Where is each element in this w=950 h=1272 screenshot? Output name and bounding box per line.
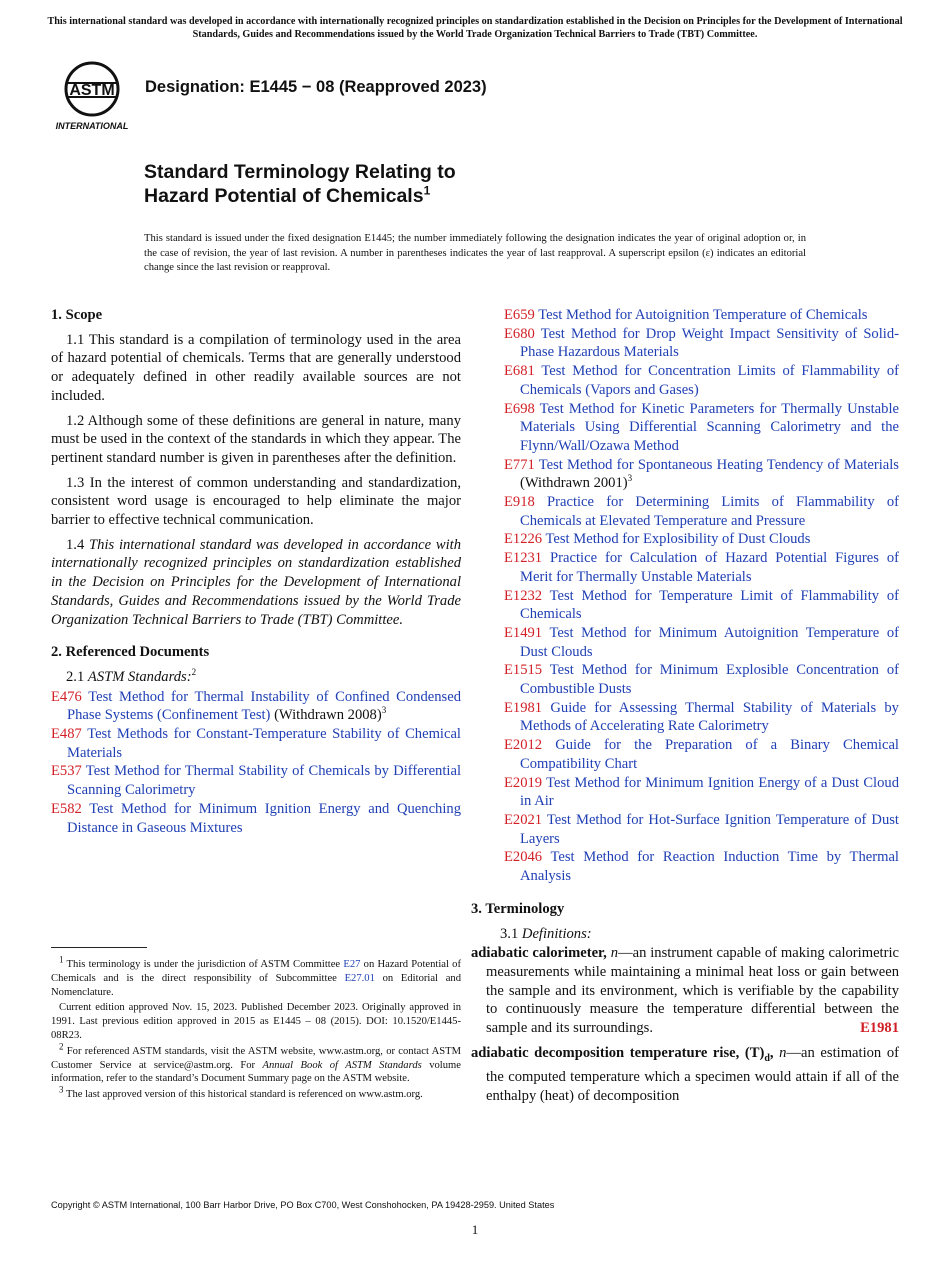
astm-logo-icon [52, 57, 136, 133]
reference-code-link[interactable]: E2046 [504, 849, 543, 866]
right-column [471, 306, 900, 1112]
reference-code-link[interactable]: E771 [504, 456, 535, 473]
reference-footnote-ref[interactable]: 3 [627, 473, 633, 484]
reference-item [489, 736, 899, 773]
reference-code-link[interactable]: E2012 [504, 737, 543, 754]
reference-title-link[interactable]: Test Method for Minimum Autoignition Temperature of Dust Clouds [520, 624, 900, 660]
definition-adiabatic-decomposition: adiabatic decomposition temperature rise, $(T)_d$, n—an estimation of the computed temperature which a specimen would attain if all of the enthalpy (heat) of decomposition [471, 1044, 899, 1105]
definition-source-link[interactable]: E1981 [860, 1020, 899, 1037]
definition-adiabatic-calorimeter: adiabatic calorimeter, n—an instrument capable of making calorimetric measurements while maintaining a minimal heat loss or gain between the sample and its environment, which is verifiable by the capability to continuously measure the temperature differential between the sample and its surroundings. E1981 [471, 945, 899, 1037]
reference-code-link[interactable]: E1491 [504, 624, 543, 641]
reference-code-link[interactable]: E2019 [504, 774, 543, 791]
reference-item [489, 624, 899, 661]
reference-title-link[interactable]: Test Methods for Constant-Temperature Stability of Chemical Materials [67, 726, 461, 761]
section-terminology-heading: 3. Terminology [471, 900, 565, 917]
reference-item [489, 493, 899, 530]
footnote-divider [51, 947, 147, 948]
reference-item [489, 400, 899, 456]
reference-code-link[interactable]: E698 [504, 400, 535, 417]
reference-title-link[interactable]: Test Method for Minimum Explosible Concentration of Combustible Dusts [520, 662, 899, 698]
reference-title-link[interactable]: Test Method for Explosibility of Dust Clouds [545, 531, 811, 548]
reference-title-link[interactable]: Practice for Determining Limits of Flammability of Chemicals at Elevated Temperature and Pressure [520, 494, 899, 529]
reference-title-link[interactable]: Test Method for Drop Weight Impact Sensitivity of Solid-Phase Hazardous Materials [520, 325, 899, 361]
footnote-1: $^1$ This terminology is under the jurisdiction of ASTM Committee E27 on Hazard Potential of Chemicals and is the direct responsibility of Subcommittee E27.01 on Editorial and Nomenclature. [51, 954, 461, 998]
reference-code-link[interactable]: E659 [504, 307, 535, 323]
reference-code-link[interactable]: E680 [504, 325, 535, 342]
reference-footnote-ref[interactable]: 3 [381, 705, 387, 716]
page-notice: This international standard was developed in accordance with internationally recognized principles on standardization established in the Decision on Principles for the Development of International Standards, Guides and Recommendations issued by the World Trade Organization Technical Barriers to Trade (TBT) Committee. [47, 16, 903, 40]
reference-code-link[interactable]: E487 [51, 726, 82, 743]
definitions-label: 3.1 Definitions: [500, 925, 592, 942]
reference-title-link[interactable]: Test Method for Concentration Limits of Flammability of Chemicals (Vapors and Gases) [520, 363, 899, 398]
svg-text:ASTM: ASTM [69, 82, 115, 99]
reference-item [489, 848, 899, 885]
reference-code-link[interactable]: E918 [504, 494, 535, 511]
footnote-3: $^3$ The last approved version of this historical standard is referenced on www.astm.org. [59, 1084, 423, 1101]
footnote-2: $^2$ For referenced ASTM standards, visit the ASTM website, www.astm.org, or contact ASTM Customer Service at service@astm.org. For Annual Book of ASTM Standards volume information, refer to the standard’s Document Summary page on the ASTM website. [51, 1041, 461, 1085]
reference-title-link[interactable]: Test Method for Spontaneous Heating Tendency of Materials [538, 456, 899, 473]
reference-code-link[interactable]: E2021 [504, 811, 543, 828]
reference-item [489, 774, 899, 811]
astm-standards-label: 2.1 ASTM Standards:$^2$ [66, 667, 197, 685]
reference-code-link[interactable]: E1232 [504, 587, 543, 604]
section-refdocs-heading: 2. Referenced Documents [51, 644, 210, 661]
issued-note: This standard is issued under the fixed designation E1445; the number immediately following the designation indicates the year of original adoption or, in the case of revision, the year of last revision. A number in parentheses indicates the year of last reapproval. A superscript epsilon (ε) indicates an editorial change since the last revision or reapproval. [144, 233, 806, 273]
scope-1-2: 1.2 Although some of these definitions are general in nature, many must be used in the context of the standards in which they appear. The pertinent standard number is given in parentheses after the definition. [51, 412, 461, 466]
subcommittee-link[interactable]: E27.01 [344, 972, 375, 984]
page-title [144, 160, 456, 208]
reference-code-link[interactable]: E1515 [504, 662, 543, 679]
reference-title-link[interactable]: Test Method for Thermal Instability of Confined Condensed Phase Systems (Confinement Test) [67, 688, 462, 724]
reference-code-link[interactable]: E537 [51, 763, 82, 780]
reference-title-link[interactable]: Test Method for Kinetic Parameters for Thermally Unstable Materials Using Differential Scanning Calorimetry and the Flynn/Wall/Ozawa Method [520, 400, 899, 454]
reference-code-link[interactable]: E681 [504, 363, 535, 380]
title-line-1: Standard Terminology Relating to [144, 161, 456, 183]
section-scope-heading: 1. Scope [51, 307, 103, 323]
reference-title-link[interactable]: Guide for Assessing Thermal Stability of Materials by Methods of Accelerating Rate Calorimetry [520, 699, 899, 735]
reference-title-link[interactable]: Test Method for Minimum Ignition Energy and Quenching Distance in Gaseous Mixtures [67, 800, 461, 836]
reference-item [51, 800, 461, 837]
reference-code-link[interactable]: E476 [51, 688, 82, 705]
reference-title-link[interactable]: Guide for the Preparation of a Binary Chemical Compatibility Chart [520, 737, 899, 772]
footnotes [51, 947, 461, 1104]
reference-item [489, 306, 899, 325]
reference-item [51, 688, 461, 725]
left-column [51, 306, 461, 837]
reference-item [489, 325, 899, 362]
reference-item [489, 456, 899, 493]
reference-title-link[interactable]: Test Method for Minimum Ignition Energy of a Dust Cloud in Air [520, 774, 899, 810]
reference-item [51, 762, 461, 799]
reference-title-link[interactable]: Test Method for Reaction Induction Time by Thermal Analysis [520, 849, 899, 885]
reference-item [489, 530, 899, 549]
reference-withdrawn-note: (Withdrawn 2001) [520, 475, 628, 492]
reference-code-link[interactable]: E1231 [504, 550, 543, 567]
page-number: 1 [471, 1222, 479, 1237]
reference-item [489, 549, 899, 586]
reference-code-link[interactable]: E1226 [504, 531, 543, 548]
reference-code-link[interactable]: E582 [51, 800, 82, 817]
logo-text: INTERNATIONAL [55, 121, 129, 131]
scope-1-1: 1.1 This standard is a compilation of terminology used in the area of hazard potential of chemicals. Terms that are generally understood or adequately defined in other readily available sources are not included. [51, 331, 461, 404]
reference-title-link[interactable]: Test Method for Autoignition Temperature of Chemicals [538, 307, 868, 323]
copyright: Copyright © ASTM International, 100 Barr Harbor Drive, PO Box C700, West Conshohocken, PA 19428-2959. United States [51, 1200, 555, 1210]
committee-link[interactable]: E27 [343, 959, 361, 970]
footnote-1-edition: Current edition approved Nov. 15, 2023. Published December 2023. Originally approved in 1991. Last previous edition approved in 2015 as E1445 – 08 (2015). DOI: 10.1520/E1445-08R23. [51, 1002, 461, 1041]
reference-item [489, 362, 899, 399]
designation: Designation: E1445 − 08 (Reapproved 2023) [145, 78, 487, 96]
reference-item [489, 587, 899, 624]
reference-item [489, 661, 899, 698]
reference-item [51, 725, 461, 762]
reference-title-link[interactable]: Test Method for Temperature Limit of Flammability of Chemicals [520, 587, 899, 623]
title-footnote-ref[interactable]: 1 [423, 183, 431, 198]
reference-code-link[interactable]: E1981 [504, 699, 543, 716]
scope-1-3: 1.3 In the interest of common understanding and standardization, consistent word usage is encouraged to help eliminate the major barrier to effective technical communication. [51, 474, 461, 529]
title-line-2: Hazard Potential of Chemicals [144, 185, 424, 207]
reference-item [489, 811, 899, 848]
scope-1-4: 1.4 This international standard was developed in accordance with internationally recognized principles on standardization established in the Decision on Principles for the Development of International Standards, Guides and Recommendations issued by the World Trade Organization Technical Barriers to Trade (TBT) Committee. [51, 536, 462, 628]
reference-withdrawn-note: (Withdrawn 2008) [270, 707, 382, 724]
reference-title-link[interactable]: Test Method for Thermal Stability of Chemicals by Differential Scanning Calorimetry [67, 763, 461, 799]
reference-title-link[interactable]: Practice for Calculation of Hazard Potential Figures of Merit for Thermally Unstable Materials [520, 550, 899, 585]
reference-item [489, 699, 899, 736]
reference-title-link[interactable]: Test Method for Hot-Surface Ignition Temperature of Dust Layers [520, 811, 899, 847]
